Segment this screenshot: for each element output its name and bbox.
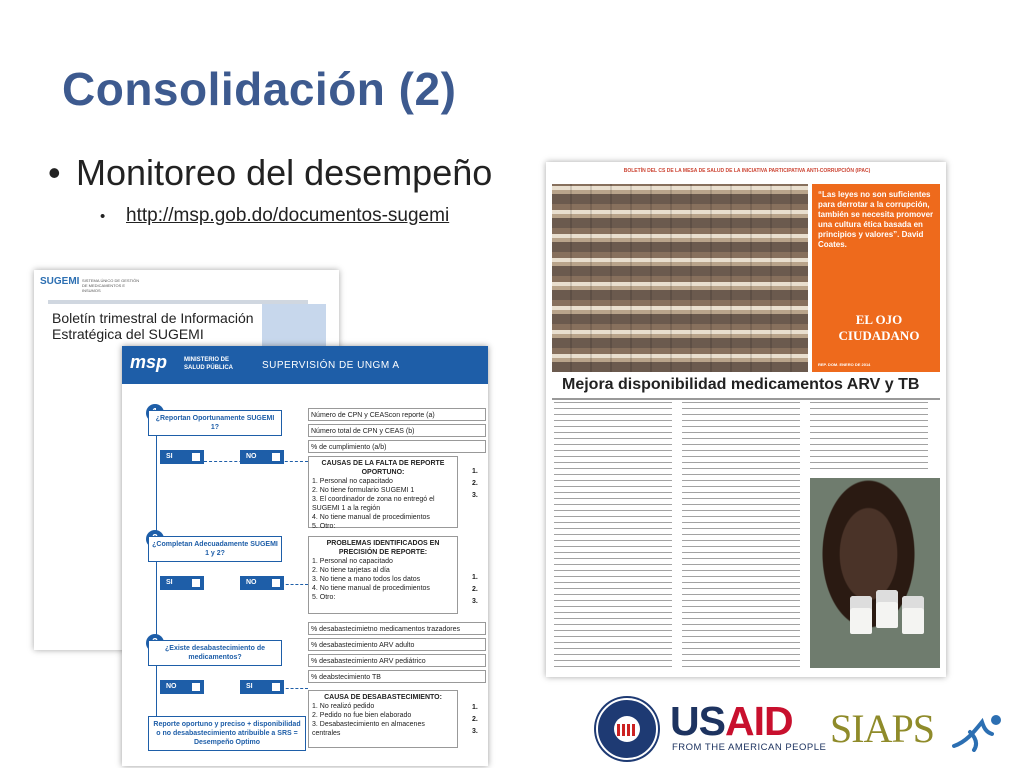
bullet-dot-icon: •: [100, 208, 106, 225]
problem-item: 2. No tiene tarjetas al día: [312, 567, 390, 574]
step-1-yes: SI: [160, 450, 204, 464]
problem-item: 3. No tiene a mano todos los datos: [312, 576, 421, 583]
flow-header-title: SUPERVISIÓN DE UNGM A: [262, 360, 400, 371]
siaps-logo: SIAPS: [830, 706, 934, 751]
cause-item: 4. No tiene manual de procedimientos: [312, 514, 430, 521]
bullet-text: Monitoreo del desempeño: [76, 152, 493, 193]
bottle-icon: [876, 590, 898, 628]
sugemi-subtitle: SISTEMA ÚNICO DE GESTIÓN DE MEDICAMENTOS E INSUMOS: [82, 278, 140, 293]
indicator-row: % desabastecimiento ARV pediátrico: [308, 654, 486, 667]
step-3-question: ¿Existe desabastecimiento de medicamentos?: [148, 640, 282, 666]
bottle-icon: [902, 596, 924, 634]
newsletter-headline: Mejora disponibilidad medicamentos ARV y TB: [562, 376, 920, 393]
article-column: [554, 402, 672, 667]
cause-item: 3. El coordinador de zona no entregó el SUGEMI 1 a la región: [312, 496, 435, 512]
indicator-row: % deabstecimiento TB: [308, 670, 486, 683]
problem-item: 1. Personal no capacitado: [312, 558, 393, 565]
indicator-row: Número de CPN y CEAScon reporte (a): [308, 408, 486, 421]
causes-box-1: [308, 456, 458, 528]
flow-connector: [156, 436, 157, 716]
indicator-row: % desabastecimietno medicamentos trazadores: [308, 622, 486, 635]
msp-logo: msp: [130, 352, 168, 372]
causes-title: CAUSAS DE LA FALTA DE REPORTE OPORTUNO:: [321, 460, 445, 476]
sub-bullet-link: [100, 205, 449, 227]
usaid-seal-icon: [596, 698, 658, 760]
documents-link[interactable]: http://msp.gob.do/documentos-sugemi: [126, 205, 450, 226]
usaid-tagline: FROM THE AMERICAN PEOPLE: [672, 742, 827, 753]
problems-box: [308, 536, 458, 614]
bullet-monitoring: [48, 152, 492, 194]
step-2-no: NO: [240, 576, 284, 590]
newsletter-name: EL OJO CIUDADANO: [838, 312, 920, 343]
divider: [552, 398, 940, 400]
score-numbers: 1. 2. 3.: [472, 704, 478, 735]
usaid-aid: AID: [724, 698, 793, 744]
indicator-row: Número total de CPN y CEAS (b): [308, 424, 486, 437]
step-3-no: NO: [160, 680, 204, 694]
ministry-label: MINISTERIO DE SALUD PÚBLICA: [184, 357, 233, 371]
newsletter-header: BOLETÍN DEL CS DE LA MESA DE SALUD DE LA INICIATIVA PARTICIPATIVA ANTI-CORRUPCIÓN (IPAC): [623, 168, 871, 174]
sugemi-logo: SUGEMI: [40, 276, 80, 287]
step-2-question: ¿Completan Adecuadamente SUGEMI 1 y 2?: [148, 536, 282, 562]
score-numbers: 1. 2. 3.: [472, 574, 478, 605]
step-1-question: ¿Reportan Oportunamente SUGEMI 1?: [148, 410, 282, 436]
bullet-dot-icon: •: [48, 152, 61, 193]
optimal-performance-box: Reporte oportuno y preciso + disponibilidad o no desabastecimiento atribuible a SRS = Desempeño Optimo: [148, 716, 306, 751]
step-2-yes: SI: [160, 576, 204, 590]
seal-shield: [617, 724, 637, 736]
quote-text: “Las leyes no son suficientes para derrotar a la corrupción, también se necesita promover una cultura ética basada en principios y valores”. David Coates.: [818, 190, 934, 249]
cause-item: 5. Otro:: [312, 523, 336, 530]
problems-title: PROBLEMAS IDENTIFICADOS EN PRECISIÓN DE REPORTE:: [326, 540, 440, 556]
usaid-us: US: [670, 698, 725, 744]
shortage-item: 3. Desabastecimiento en almacenes centrales: [312, 721, 425, 737]
shortage-item: 1. No realizó pedido: [312, 703, 375, 710]
cause-item: 2. No tiene formulario SUGEMI 1: [312, 487, 415, 494]
siaps-figure-icon: [948, 712, 1008, 752]
bottle-icon: [850, 596, 872, 634]
indicator-row: % de cumplimiento (a/b): [308, 440, 486, 453]
shortage-causes-box: [308, 690, 458, 748]
article-column: [682, 402, 800, 667]
problem-item: 4. No tiene manual de procedimientos: [312, 585, 430, 592]
article-column: [810, 402, 928, 472]
newsletter-image: [546, 162, 946, 677]
step-3-yes: SI: [240, 680, 284, 694]
shortage-item: 2. Pedido no fue bien elaborado: [312, 712, 412, 719]
cause-item: 1. Personal no capacitado: [312, 478, 393, 485]
child-with-medicines-photo: [810, 478, 940, 668]
usaid-logo: [670, 698, 793, 744]
indicator-row: % desabastecimiento ARV adulto: [308, 638, 486, 651]
slide-title: Consolidación (2): [62, 63, 457, 115]
newsletter-date: REP. DOM. ENERO DE 2014: [818, 362, 871, 367]
shortage-title: CAUSA DE DESABASTECIMIENTO:: [324, 694, 442, 701]
score-numbers: 1. 2. 3.: [472, 468, 478, 499]
supervision-flowchart-image: [122, 346, 488, 766]
problem-item: 5. Otro:: [312, 594, 336, 601]
medicine-shelves-photo: [552, 184, 808, 372]
step-1-no: NO: [240, 450, 284, 464]
bulletin-title: Boletín trimestral de Información Estratégica del SUGEMI: [52, 310, 254, 342]
